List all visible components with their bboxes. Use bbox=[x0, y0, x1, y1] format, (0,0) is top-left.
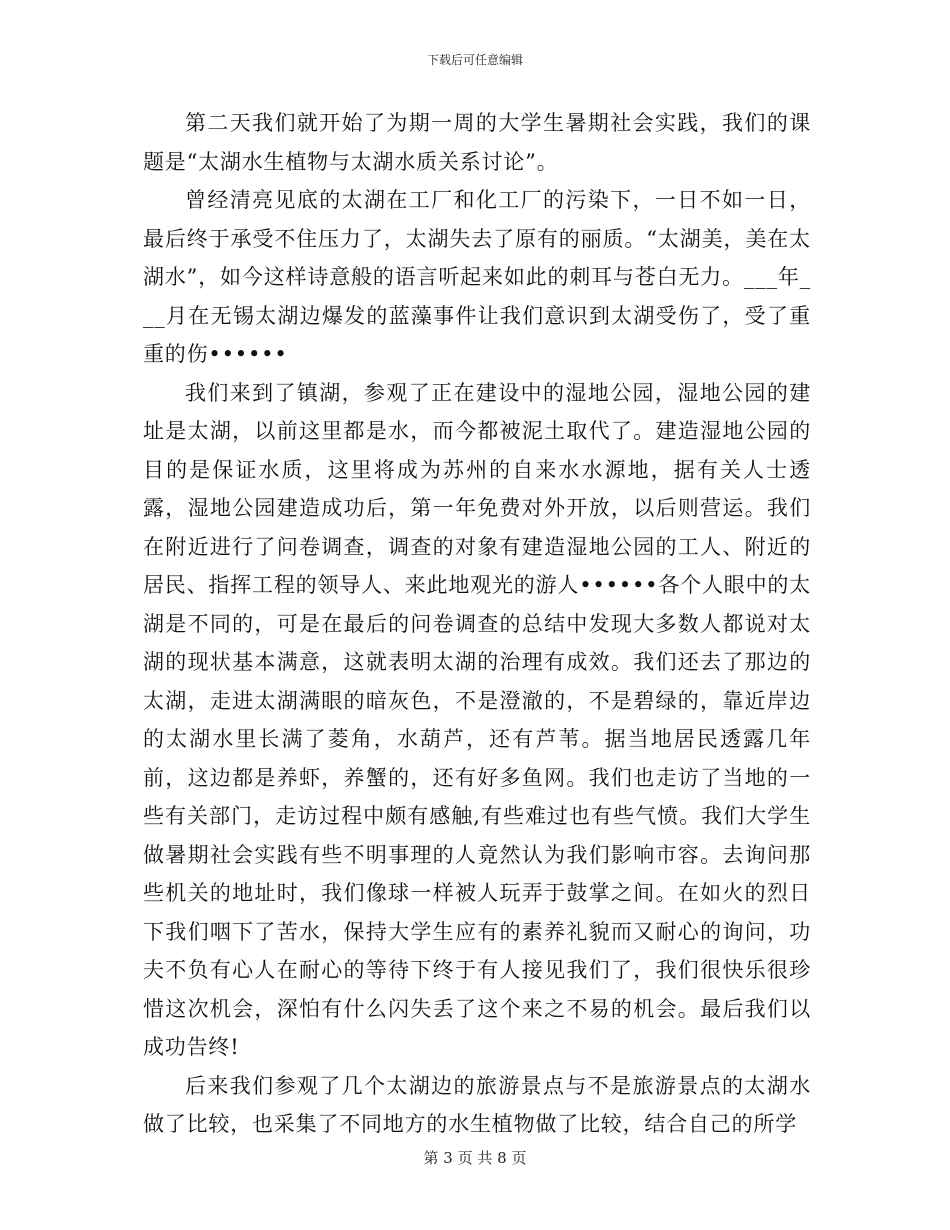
paragraph-2: 曾经清亮见底的太湖在工厂和化工厂的污染下，一日不如一日，最后终于承受不住压力了，太湖失去了原有的丽质。“太湖美，美在太湖水”，如今这样诗意般的语言听起来如此的刺耳与苍白无力。___年___月在无锡太湖边爆发的蓝藻事件让我们意识到太湖受伤了，受了重重的伤•••••• bbox=[143, 188, 811, 366]
paragraph-1: 第二天我们就开始了为期一周的大学生暑期社会实践，我们的课题是“太湖水生植物与太湖水质关系讨论”。 bbox=[143, 111, 811, 174]
paragraph-4: 后来我们参观了几个太湖边的旅游景点与不是旅游景点的太湖水做了比较，也采集了不同地方的水生植物做了比较，结合自己的所学 bbox=[143, 1073, 811, 1136]
document-body bbox=[143, 104, 811, 1144]
paragraph-3: 我们来到了镇湖，参观了正在建设中的湿地公园，湿地公园的建址是太湖，以前这里都是水，而今都被泥土取代了。建造湿地公园的目的是保证水质，这里将成为苏州的自来水水源地，据有关人士透露，湿地公园建造成功后，第一年免费对外开放，以后则营运。我们在附近进行了问卷调查，调查的对象有建造湿地公园的工人、附近的居民、指挥工程的领导人、来此地观光的游人••••••各个人眼中的太湖是不同的，可是在最后的问卷调查的总结中发现大多数人都说对太湖的现状基本满意，这就表明太湖的治理有成效。我们还去了那边的太湖，走进太湖满眼的暗灰色，不是澄澈的，不是碧绿的，靠近岸边的太湖水里长满了菱角，水葫芦，还有芦苇。据当地居民透露几年前，这边都是养虾，养蟹的，还有好多鱼网。我们也走访了当地的一些有关部门，走访过程中颇有感触,有些难过也有些气愤。我们大学生做暑期社会实践有些不明事理的人竟然认为我们影响市容。去询问那些机关的地址时，我们像球一样被人玩弄于鼓掌之间。在如火的烈日下我们咽下了苦水，保持大学生应有的素养礼貌而又耐心的询问，功夫不负有心人在耐心的等待下终于有人接见我们了，我们很快乐很珍惜这次机会，深怕有什么闪失丢了这个来之不易的机会。最后我们以成功告终! bbox=[143, 380, 811, 1059]
page-number: 第 3 页 共 8 页 bbox=[423, 1149, 527, 1167]
page-header: 下载后可任意编辑 bbox=[426, 53, 523, 67]
